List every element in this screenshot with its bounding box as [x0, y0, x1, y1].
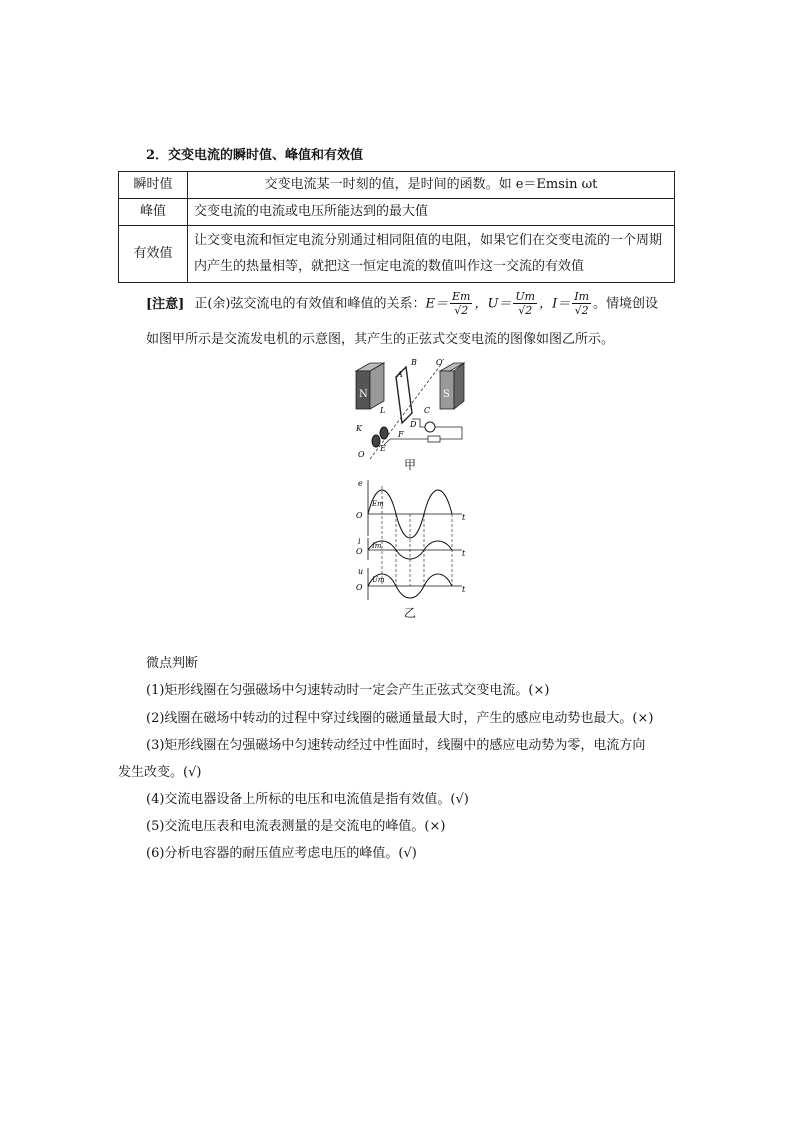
note-tail: 。情境创设 [593, 296, 659, 312]
fraction-i [572, 291, 591, 317]
judge-item: (5)交流电压表和电流表测量的是交流电的峰值。(×) [146, 819, 446, 834]
t-label: t [462, 513, 466, 522]
label-s: S [443, 389, 450, 400]
i-label: i [358, 537, 361, 546]
label-k: K [356, 424, 362, 433]
origin-label: O [356, 511, 363, 520]
magnet-s-side [454, 363, 464, 409]
um-label: Um [372, 576, 385, 584]
sine-graphs [352, 476, 470, 602]
label-n: N [359, 389, 368, 400]
row-value: 交变电流某一时刻的值，是时间的函数。如 e＝Emsin ωt [188, 172, 675, 199]
label-e: E [380, 444, 386, 453]
scene-text: 如图甲所示是交流发电机的示意图，其产生的正弦式交变电流的图像如图乙所示。 [146, 332, 615, 347]
table-row [119, 199, 675, 226]
row-key: 瞬时值 [119, 172, 188, 199]
judge-item: (2)线圈在磁场中转动的过程中穿过线圈的磁通量最大时，产生的感应电动势也最大。(×) [146, 711, 654, 726]
caption-jia: 甲 [403, 458, 416, 472]
i-lhs: ，I＝ [539, 296, 571, 312]
im-label: Im [372, 542, 382, 550]
judge-item: (4)交流电器设备上所标的电压和电流值是指有效值。(√) [146, 792, 469, 807]
note-line [146, 291, 658, 317]
magnet-n-side [370, 363, 384, 409]
generator-diagram [350, 355, 470, 467]
t-label: t [462, 549, 466, 558]
e-lhs: E＝ [425, 296, 448, 312]
u-label: u [358, 567, 364, 576]
fraction-e [450, 291, 472, 317]
frac-den: √2 [454, 304, 469, 317]
label-o-prime: O′ [436, 358, 445, 367]
judge-item: (6)分析电容器的耐压值应考虑电压的峰值。(√) [146, 846, 417, 861]
section-title: 2．交变电流的瞬时值、峰值和有效值 [146, 148, 364, 163]
label-a: A [397, 370, 403, 379]
frac-den: √2 [518, 304, 533, 317]
row-value: 交变电流的电流或电压所能达到的最大值 [188, 199, 675, 226]
e-label: e [358, 479, 363, 488]
origin-label: O [356, 547, 363, 556]
frac-num: Im [574, 290, 590, 303]
wire [440, 427, 462, 439]
table-row [119, 172, 675, 199]
frac-den: √2 [574, 304, 589, 317]
note-text: 正(余)弦交流电的有效值和峰值的关系： [194, 296, 426, 312]
label-l: L [380, 406, 386, 415]
values-table [118, 171, 675, 283]
t-label: t [462, 585, 466, 594]
frac-num: Em [451, 290, 471, 303]
row-value: 让交变电流和恒定电流分别通过相同阻值的电阻，如果它们在交变电流的一个周期内产生的热量相等，就把这一恒定电流的数值叫作这一交流的有效值 [188, 226, 675, 283]
fraction-u [513, 291, 537, 317]
wire [384, 439, 428, 445]
table-row [119, 226, 675, 283]
label-d: D [410, 420, 417, 429]
label-c: C [424, 406, 431, 415]
caption-yi: 乙 [403, 606, 416, 620]
judge-item: (3)矩形线圈在匀强磁场中匀速转动经过中性面时，线圈中的感应电动势为零，电流方向 [146, 738, 646, 753]
judge-title: 微点判断 [146, 656, 199, 671]
u-lhs: ，U＝ [474, 296, 512, 312]
slip-ring [380, 427, 388, 439]
judge-item: 发生改变。(√) [118, 765, 202, 780]
row-key: 峰值 [119, 199, 188, 226]
label-f: F [398, 430, 404, 439]
em-label: Em [372, 500, 384, 508]
judge-item: (1)矩形线圈在匀强磁场中匀速转动时一定会产生正弦式交变电流。(×) [146, 683, 550, 698]
slip-ring [372, 435, 380, 447]
ammeter [425, 422, 435, 432]
frac-num: Um [515, 290, 536, 303]
resistor [428, 436, 440, 442]
row-key: 有效值 [119, 226, 188, 283]
origin-label: O [356, 583, 363, 592]
label-b: B [411, 358, 417, 367]
label-o: O [358, 450, 365, 459]
note-tag: [注意] [146, 296, 185, 312]
